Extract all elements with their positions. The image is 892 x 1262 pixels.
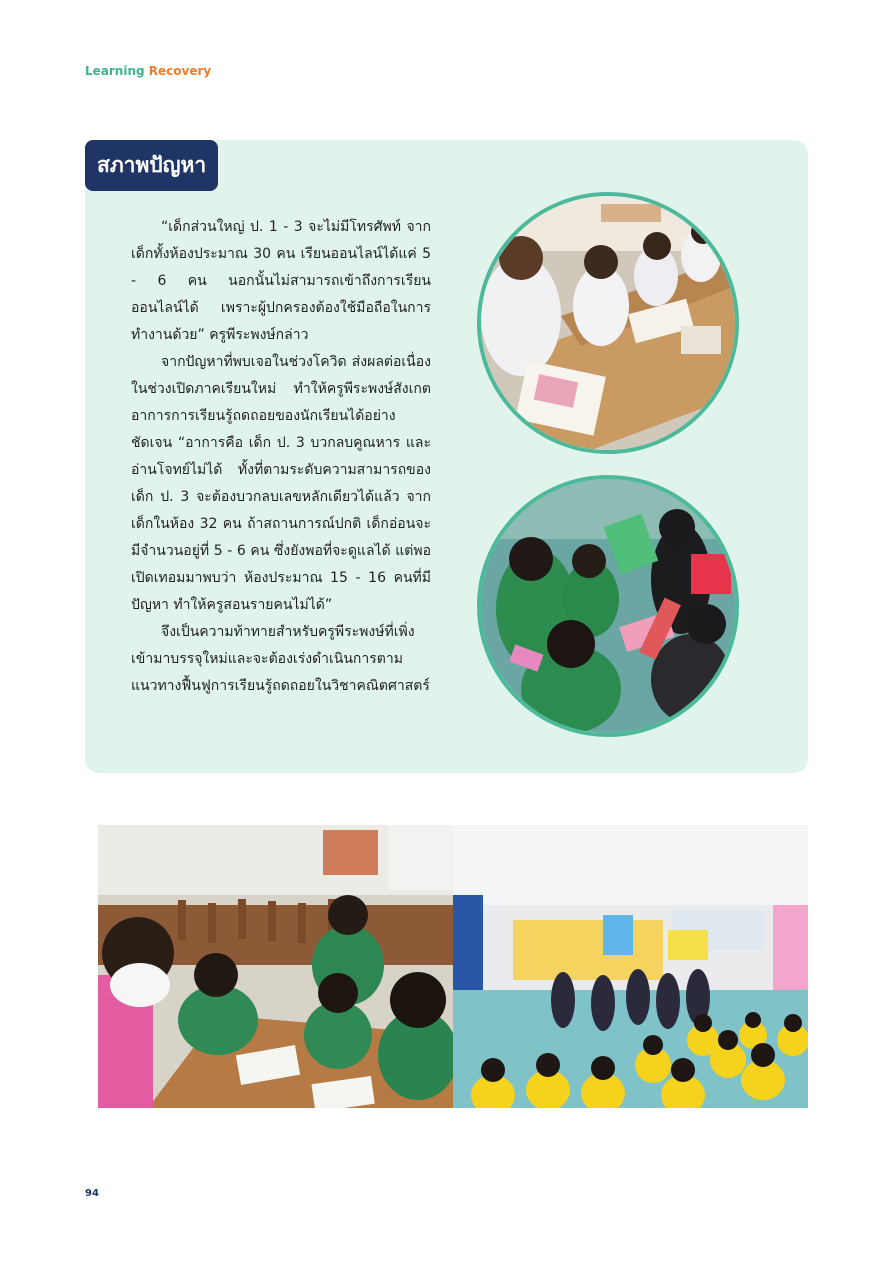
paragraph-1: “เด็กส่วนใหญ่ ป. 1 - 3 จะไม่มีโทรศัพท์ จากเด็กทั้งห้องประมาณ 30 คน เรียนออนไลน์ได้แค่ 5 - 6 คน นอกนั้นไม่สามารถเข้าถึงการเรียนออนไลน์ได้ เพราะผู้ปกครองต้องใช้มือถือในการทำงานด้วย” ครูพีระพงษ์กล่าว <box>131 219 431 343</box>
classroom-photo-circle-1 <box>477 192 739 454</box>
header-word-learning: Learning <box>85 64 145 78</box>
classroom-photo-circle-2 <box>477 475 739 737</box>
running-header <box>85 64 211 78</box>
school-event-photo-bottom-right <box>453 825 808 1108</box>
body-text <box>131 214 431 700</box>
paragraph-3: จึงเป็นความท้าทายสำหรับครูพีระพงษ์ที่เพิ่งเข้ามาบรรจุใหม่และจะต้องเร่งดำเนินการตามแนวทางฟื้นฟูการเรียนรู้ถดถอยในวิชาคณิตศาสตร์ <box>131 624 430 694</box>
paragraph-2: จากปัญหาที่พบเจอในช่วงโควิด ส่งผลต่อเนื่องในช่วงเปิดภาคเรียนใหม่ ทำให้ครูพีระพงษ์สังเกตอาการการเรียนรู้ถดถอยของนักเรียนได้อย่างชัดเจน “อาการคือ เด็ก ป. 3 บวกลบคูณหาร และอ่านโจทย์ไม่ได้ ทั้งที่ตามระดับความสามารถของเด็ก ป. 3 จะต้องบวกลบเลขหลักเดียวได้แล้ว จากเด็กในห้อง 32 คน ถ้าสถานการณ์ปกติ เด็กอ่อนจะมีจำนวนอยู่ที่ 5 - 6 คน ซึ่งยังพอที่จะดูแลได้ แต่พอเปิดเทอมมาพบว่า ห้องประมาณ 15 - 16 คนที่มีปัญหา ทำให้ครูสอนรายคนไม่ได้” <box>131 354 431 613</box>
classroom-photo-bottom-left <box>98 825 453 1108</box>
page-number: 94 <box>85 1188 99 1199</box>
section-title: สภาพปัญหา <box>85 140 218 191</box>
header-word-recovery: Recovery <box>148 64 212 78</box>
